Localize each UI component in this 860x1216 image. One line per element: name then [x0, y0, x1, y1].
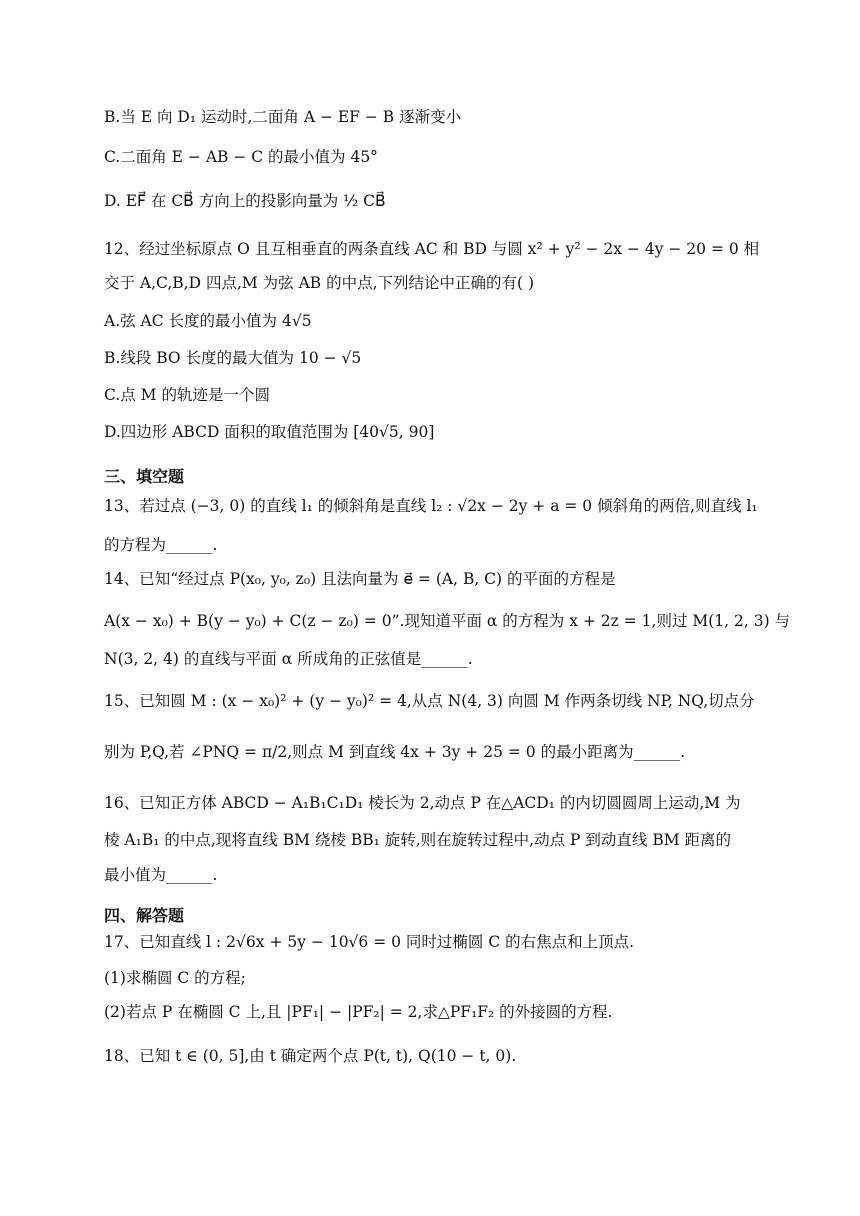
- q12-option-c: C.点 M 的轨迹是一个圆: [104, 386, 270, 404]
- q14-line3: N(3, 2, 4) 的直线与平面 α 所成角的正弦值是______.: [104, 650, 473, 668]
- q11-option-c: C.二面角 E − AB − C 的最小值为 45°: [104, 148, 378, 166]
- q12-option-d: D.四边形 ABCD 面积的取值范围为 [40√5, 90]: [104, 423, 435, 441]
- q16-line2: 棱 A₁B₁ 的中点,现将直线 BM 绕棱 BB₁ 旋转,则在旋转过程中,动点 P 到动直线 BM 距离的: [104, 831, 732, 849]
- q13-line2: 的方程为______.: [104, 536, 218, 554]
- q15-line2: 别为 P,Q,若 ∠PNQ = π/2,则点 M 到直线 4x + 3y + 25 = 0 的最小距离为______.: [104, 743, 685, 761]
- q17-part1: (1)求椭圆 C 的方程;: [104, 969, 246, 987]
- q17-line1: 17、已知直线 l : 2√6x + 5y − 10√6 = 0 同时过椭圆 C 的右焦点和上顶点.: [104, 933, 635, 951]
- q16-line1: 16、已知正方体 ABCD − A₁B₁C₁D₁ 棱长为 2,动点 P 在△ACD₁ 的内切圆圆周上运动,M 为: [104, 794, 741, 812]
- q14-line1: 14、已知“经过点 P(x₀, y₀, z₀) 且法向量为 e⃗ = (A, B, C) 的平面的方程是: [104, 570, 616, 588]
- q12-option-a: A.弦 AC 长度的最小值为 4√5: [104, 312, 312, 330]
- q12-option-b: B.线段 BO 长度的最大值为 10 − √5: [104, 349, 362, 367]
- q11-option-b: B.当 E 向 D₁ 运动时,二面角 A − EF − B 逐渐变小: [104, 108, 462, 126]
- q12-stem-line2: 交于 A,C,B,D 四点,M 为弦 AB 的中点,下列结论中正确的有( ): [104, 274, 535, 292]
- q13-line1: 13、若过点 (−3, 0) 的直线 l₁ 的倾斜角是直线 l₂ : √2x − 2y + a = 0 倾斜角的两倍,则直线 l₁: [104, 497, 758, 515]
- q16-line3: 最小值为______.: [104, 866, 218, 884]
- section-answer-title: 四、解答题: [104, 906, 185, 925]
- q14-line2: A(x − x₀) + B(y − y₀) + C(z − z₀) = 0”.现知道平面 α 的方程为 x + 2z = 1,则过 M(1, 2, 3) 与: [104, 612, 791, 630]
- q15-line1: 15、已知圆 M : (x − x₀)² + (y − y₀)² = 4,从点 N(4, 3) 向圆 M 作两条切线 NP, NQ,切点分: [104, 692, 755, 710]
- q18-line1: 18、已知 t ∈ (0, 5],由 t 确定两个点 P(t, t), Q(10 − t, 0).: [104, 1047, 517, 1065]
- q12-stem-line1: 12、经过坐标原点 O 且互相垂直的两条直线 AC 和 BD 与圆 x² + y² − 2x − 4y − 20 = 0 相: [104, 240, 760, 258]
- q11-option-d: D. EF⃗ 在 CB⃗ 方向上的投影向量为 ½ CB⃗: [104, 192, 386, 210]
- section-fill-in-title: 三、填空题: [104, 467, 185, 486]
- q17-part2: (2)若点 P 在椭圆 C 上,且 |PF₁| − |PF₂| = 2,求△PF₁F₂ 的外接圆的方程.: [104, 1003, 613, 1021]
